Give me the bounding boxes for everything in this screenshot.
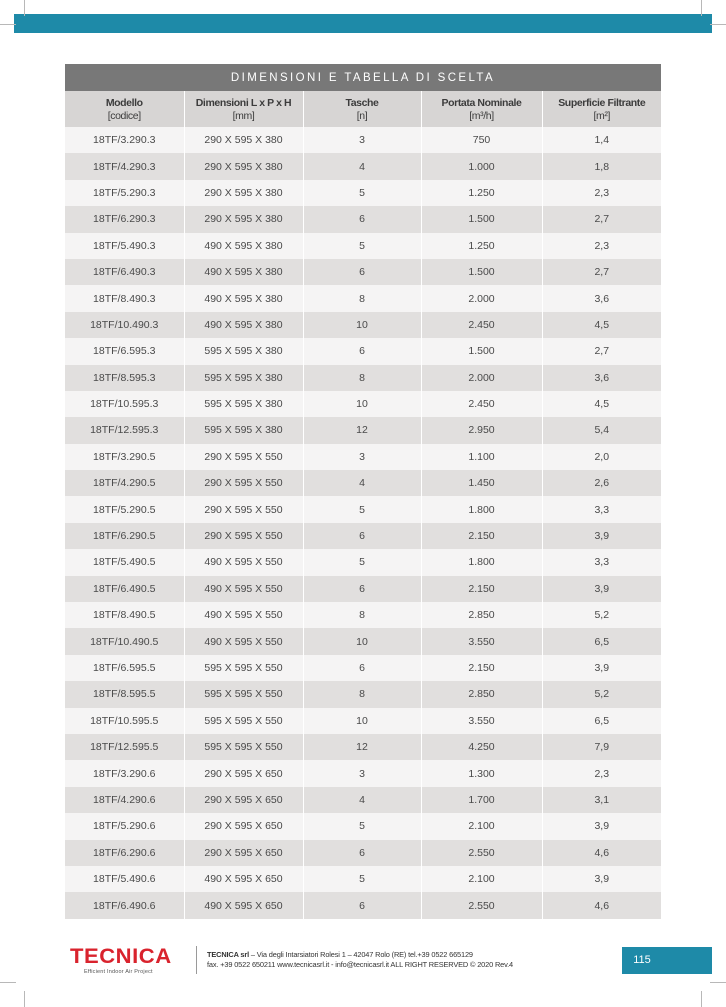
dimensions-cell: 290 X 595 X 650 — [184, 787, 303, 813]
model-cell: 18TF/8.595.3 — [65, 365, 184, 391]
crop-mark — [710, 24, 726, 25]
pockets-cell: 8 — [303, 681, 421, 707]
model-cell: 18TF/12.595.5 — [65, 734, 184, 760]
model-cell: 18TF/6.290.5 — [65, 523, 184, 549]
table-row — [65, 470, 661, 496]
airflow-cell: 2.150 — [421, 576, 542, 602]
dimensions-cell: 595 X 595 X 380 — [184, 365, 303, 391]
dimensions-cell: 595 X 595 X 550 — [184, 708, 303, 734]
pockets-cell: 5 — [303, 813, 421, 839]
pockets-cell: 3 — [303, 760, 421, 786]
column-header-pockets: Tasche [n] — [303, 91, 421, 127]
table-row — [65, 312, 661, 338]
dimensions-cell: 595 X 595 X 550 — [184, 681, 303, 707]
filter-surface-cell: 6,5 — [542, 708, 661, 734]
company-logo — [70, 946, 170, 975]
airflow-cell: 3.550 — [421, 708, 542, 734]
pockets-cell: 8 — [303, 365, 421, 391]
model-cell: 18TF/6.595.3 — [65, 338, 184, 364]
table-row — [65, 127, 661, 153]
model-cell: 18TF/6.290.3 — [65, 206, 184, 232]
dimensions-cell: 490 X 595 X 380 — [184, 233, 303, 259]
airflow-cell: 2.100 — [421, 813, 542, 839]
filter-surface-cell: 3,9 — [542, 576, 661, 602]
pockets-cell: 5 — [303, 496, 421, 522]
filter-surface-cell: 2,3 — [542, 233, 661, 259]
model-cell: 18TF/8.490.5 — [65, 602, 184, 628]
table-row — [65, 892, 661, 918]
column-header-airflow: Portata Nominale [m³/h] — [421, 91, 542, 127]
model-cell: 18TF/3.290.6 — [65, 760, 184, 786]
dimensions-cell: 290 X 595 X 550 — [184, 444, 303, 470]
filter-surface-cell: 3,6 — [542, 285, 661, 311]
pockets-cell: 10 — [303, 312, 421, 338]
airflow-cell: 1.500 — [421, 338, 542, 364]
model-cell: 18TF/5.490.5 — [65, 549, 184, 575]
filter-surface-cell: 3,9 — [542, 523, 661, 549]
filter-surface-cell: 1,4 — [542, 127, 661, 153]
model-cell: 18TF/10.490.5 — [65, 628, 184, 654]
airflow-cell: 3.550 — [421, 628, 542, 654]
pockets-cell: 6 — [303, 655, 421, 681]
footer-contact — [207, 950, 607, 970]
dimensions-cell: 490 X 595 X 550 — [184, 576, 303, 602]
airflow-cell: 1.800 — [421, 549, 542, 575]
crop-mark — [701, 991, 702, 1007]
model-cell: 18TF/5.290.5 — [65, 496, 184, 522]
airflow-cell: 2.450 — [421, 312, 542, 338]
airflow-cell: 2.850 — [421, 602, 542, 628]
dimensions-cell: 595 X 595 X 380 — [184, 338, 303, 364]
table-row — [65, 734, 661, 760]
model-cell: 18TF/5.290.3 — [65, 180, 184, 206]
logo-wordmark: TECNICA — [70, 945, 172, 968]
pockets-cell: 6 — [303, 259, 421, 285]
table-title: DIMENSIONI E TABELLA DI SCELTA — [65, 64, 661, 91]
airflow-cell: 2.850 — [421, 681, 542, 707]
footer-divider — [196, 946, 197, 974]
airflow-cell: 2.150 — [421, 523, 542, 549]
filter-surface-cell: 2,3 — [542, 180, 661, 206]
table-row — [65, 365, 661, 391]
filter-surface-cell: 5,4 — [542, 417, 661, 443]
filter-surface-cell: 4,5 — [542, 312, 661, 338]
airflow-cell: 4.250 — [421, 734, 542, 760]
pockets-cell: 5 — [303, 233, 421, 259]
model-cell: 18TF/10.490.3 — [65, 312, 184, 338]
pockets-cell: 6 — [303, 523, 421, 549]
logo-tagline: Efficient Indoor Air Project — [84, 969, 153, 975]
dimensions-cell: 490 X 595 X 380 — [184, 259, 303, 285]
filter-surface-cell: 5,2 — [542, 681, 661, 707]
model-cell: 18TF/4.290.5 — [65, 470, 184, 496]
pockets-cell: 3 — [303, 127, 421, 153]
airflow-cell: 2.450 — [421, 391, 542, 417]
dimensions-cell: 290 X 595 X 380 — [184, 180, 303, 206]
airflow-cell: 1.800 — [421, 496, 542, 522]
airflow-cell: 1.700 — [421, 787, 542, 813]
filter-surface-cell: 3,1 — [542, 787, 661, 813]
model-cell: 18TF/10.595.5 — [65, 708, 184, 734]
table-row — [65, 285, 661, 311]
model-cell: 18TF/6.290.6 — [65, 840, 184, 866]
filter-surface-cell: 1,8 — [542, 153, 661, 179]
filter-surface-cell: 2,3 — [542, 760, 661, 786]
pockets-cell: 8 — [303, 285, 421, 311]
table-row — [65, 787, 661, 813]
table-row — [65, 180, 661, 206]
model-cell: 18TF/5.290.6 — [65, 813, 184, 839]
table-row — [65, 708, 661, 734]
airflow-cell: 2.550 — [421, 892, 542, 918]
model-cell: 18TF/6.490.5 — [65, 576, 184, 602]
dimensions-cell: 595 X 595 X 380 — [184, 391, 303, 417]
model-cell: 18TF/5.490.3 — [65, 233, 184, 259]
contact-line: fax. +39 0522 650211 www.tecnicasrl.it - info@tecnicasrl.it ALL RIGHT RESERVED © 2020 Rev.4 — [207, 960, 513, 969]
model-cell: 18TF/4.290.6 — [65, 787, 184, 813]
pockets-cell: 12 — [303, 417, 421, 443]
pockets-cell: 8 — [303, 602, 421, 628]
table-row — [65, 840, 661, 866]
pockets-cell: 10 — [303, 708, 421, 734]
airflow-cell: 2.100 — [421, 866, 542, 892]
top-accent-bar — [14, 14, 712, 33]
model-cell: 18TF/6.490.3 — [65, 259, 184, 285]
dimensions-cell: 490 X 595 X 550 — [184, 628, 303, 654]
pockets-cell: 6 — [303, 840, 421, 866]
model-cell: 18TF/8.595.5 — [65, 681, 184, 707]
dimensions-cell: 290 X 595 X 380 — [184, 127, 303, 153]
model-cell: 18TF/6.490.6 — [65, 892, 184, 918]
airflow-cell: 1.500 — [421, 259, 542, 285]
table-row — [65, 391, 661, 417]
airflow-cell: 1.300 — [421, 760, 542, 786]
page-number-box — [622, 947, 712, 974]
airflow-cell: 2.550 — [421, 840, 542, 866]
airflow-cell: 1.450 — [421, 470, 542, 496]
pockets-cell: 4 — [303, 470, 421, 496]
airflow-cell: 2.000 — [421, 285, 542, 311]
crop-mark — [0, 24, 16, 25]
airflow-cell: 1.250 — [421, 233, 542, 259]
model-cell: 18TF/4.290.3 — [65, 153, 184, 179]
pockets-cell: 4 — [303, 153, 421, 179]
pockets-cell: 10 — [303, 391, 421, 417]
filter-surface-cell: 2,7 — [542, 338, 661, 364]
column-header-row — [65, 91, 661, 127]
crop-mark — [24, 991, 25, 1007]
crop-mark — [710, 982, 726, 983]
table-row — [65, 233, 661, 259]
table-row — [65, 549, 661, 575]
model-cell: 18TF/12.595.3 — [65, 417, 184, 443]
model-cell: 18TF/6.595.5 — [65, 655, 184, 681]
dimensions-cell: 490 X 595 X 380 — [184, 312, 303, 338]
table-row — [65, 813, 661, 839]
table-row — [65, 602, 661, 628]
table-row — [65, 444, 661, 470]
filter-surface-cell: 4,6 — [542, 840, 661, 866]
dimensions-cell: 490 X 595 X 650 — [184, 892, 303, 918]
model-cell: 18TF/5.490.6 — [65, 866, 184, 892]
airflow-cell: 1.000 — [421, 153, 542, 179]
table-row — [65, 153, 661, 179]
pockets-cell: 12 — [303, 734, 421, 760]
dimensions-cell: 290 X 595 X 550 — [184, 470, 303, 496]
dimensions-cell: 595 X 595 X 550 — [184, 734, 303, 760]
dimensions-cell: 490 X 595 X 650 — [184, 866, 303, 892]
filter-surface-cell: 4,6 — [542, 892, 661, 918]
address-line: – Via degli Intarsiatori Rolesi 1 – 42047 Rolo (RE) tel.+39 0522 665129 — [249, 950, 473, 959]
table-row — [65, 259, 661, 285]
selection-table-container — [65, 64, 661, 919]
table-row — [65, 655, 661, 681]
filter-surface-cell: 5,2 — [542, 602, 661, 628]
table-row — [65, 576, 661, 602]
pockets-cell: 5 — [303, 549, 421, 575]
filter-surface-cell: 6,5 — [542, 628, 661, 654]
dimensions-cell: 490 X 595 X 550 — [184, 602, 303, 628]
table-row — [65, 523, 661, 549]
pockets-cell: 6 — [303, 892, 421, 918]
dimensions-cell: 290 X 595 X 650 — [184, 840, 303, 866]
model-cell: 18TF/8.490.3 — [65, 285, 184, 311]
table-row — [65, 681, 661, 707]
filter-surface-cell: 7,9 — [542, 734, 661, 760]
dimensions-cell: 595 X 595 X 550 — [184, 655, 303, 681]
filter-surface-cell: 3,9 — [542, 866, 661, 892]
filter-surface-cell: 2,6 — [542, 470, 661, 496]
pockets-cell: 6 — [303, 206, 421, 232]
pockets-cell: 6 — [303, 338, 421, 364]
filter-surface-cell: 3,9 — [542, 813, 661, 839]
airflow-cell: 1.500 — [421, 206, 542, 232]
dimensions-cell: 290 X 595 X 650 — [184, 813, 303, 839]
crop-mark — [0, 982, 16, 983]
dimensions-cell: 490 X 595 X 380 — [184, 285, 303, 311]
pockets-cell: 3 — [303, 444, 421, 470]
airflow-cell: 1.250 — [421, 180, 542, 206]
pockets-cell: 4 — [303, 787, 421, 813]
column-header-filter-surface: Superficie Filtrante [m²] — [542, 91, 661, 127]
filter-surface-cell: 4,5 — [542, 391, 661, 417]
dimensions-cell: 290 X 595 X 650 — [184, 760, 303, 786]
filter-surface-cell: 2,7 — [542, 259, 661, 285]
filter-surface-cell: 2,0 — [542, 444, 661, 470]
selection-table — [65, 64, 661, 919]
airflow-cell: 2.000 — [421, 365, 542, 391]
table-body — [65, 127, 661, 919]
crop-mark — [701, 0, 702, 16]
table-row — [65, 760, 661, 786]
column-header-dimensions: Dimensioni L x P x H [mm] — [184, 91, 303, 127]
airflow-cell: 2.150 — [421, 655, 542, 681]
table-row — [65, 206, 661, 232]
pockets-cell: 5 — [303, 866, 421, 892]
dimensions-cell: 595 X 595 X 380 — [184, 417, 303, 443]
pockets-cell: 6 — [303, 576, 421, 602]
pockets-cell: 10 — [303, 628, 421, 654]
filter-surface-cell: 2,7 — [542, 206, 661, 232]
filter-surface-cell: 3,9 — [542, 655, 661, 681]
table-row — [65, 417, 661, 443]
airflow-cell: 750 — [421, 127, 542, 153]
company-name: TECNICA srl — [207, 950, 250, 959]
dimensions-cell: 490 X 595 X 550 — [184, 549, 303, 575]
table-row — [65, 496, 661, 522]
table-row — [65, 866, 661, 892]
dimensions-cell: 290 X 595 X 380 — [184, 206, 303, 232]
model-cell: 18TF/10.595.3 — [65, 391, 184, 417]
page-number: 115 — [633, 954, 651, 966]
crop-mark — [24, 0, 25, 16]
model-cell: 18TF/3.290.3 — [65, 127, 184, 153]
filter-surface-cell: 3,3 — [542, 549, 661, 575]
table-row — [65, 338, 661, 364]
column-header-model: Modello [codice] — [65, 91, 184, 127]
filter-surface-cell: 3,6 — [542, 365, 661, 391]
pockets-cell: 5 — [303, 180, 421, 206]
dimensions-cell: 290 X 595 X 550 — [184, 496, 303, 522]
dimensions-cell: 290 X 595 X 550 — [184, 523, 303, 549]
model-cell: 18TF/3.290.5 — [65, 444, 184, 470]
table-row — [65, 628, 661, 654]
airflow-cell: 1.100 — [421, 444, 542, 470]
airflow-cell: 2.950 — [421, 417, 542, 443]
dimensions-cell: 290 X 595 X 380 — [184, 153, 303, 179]
filter-surface-cell: 3,3 — [542, 496, 661, 522]
